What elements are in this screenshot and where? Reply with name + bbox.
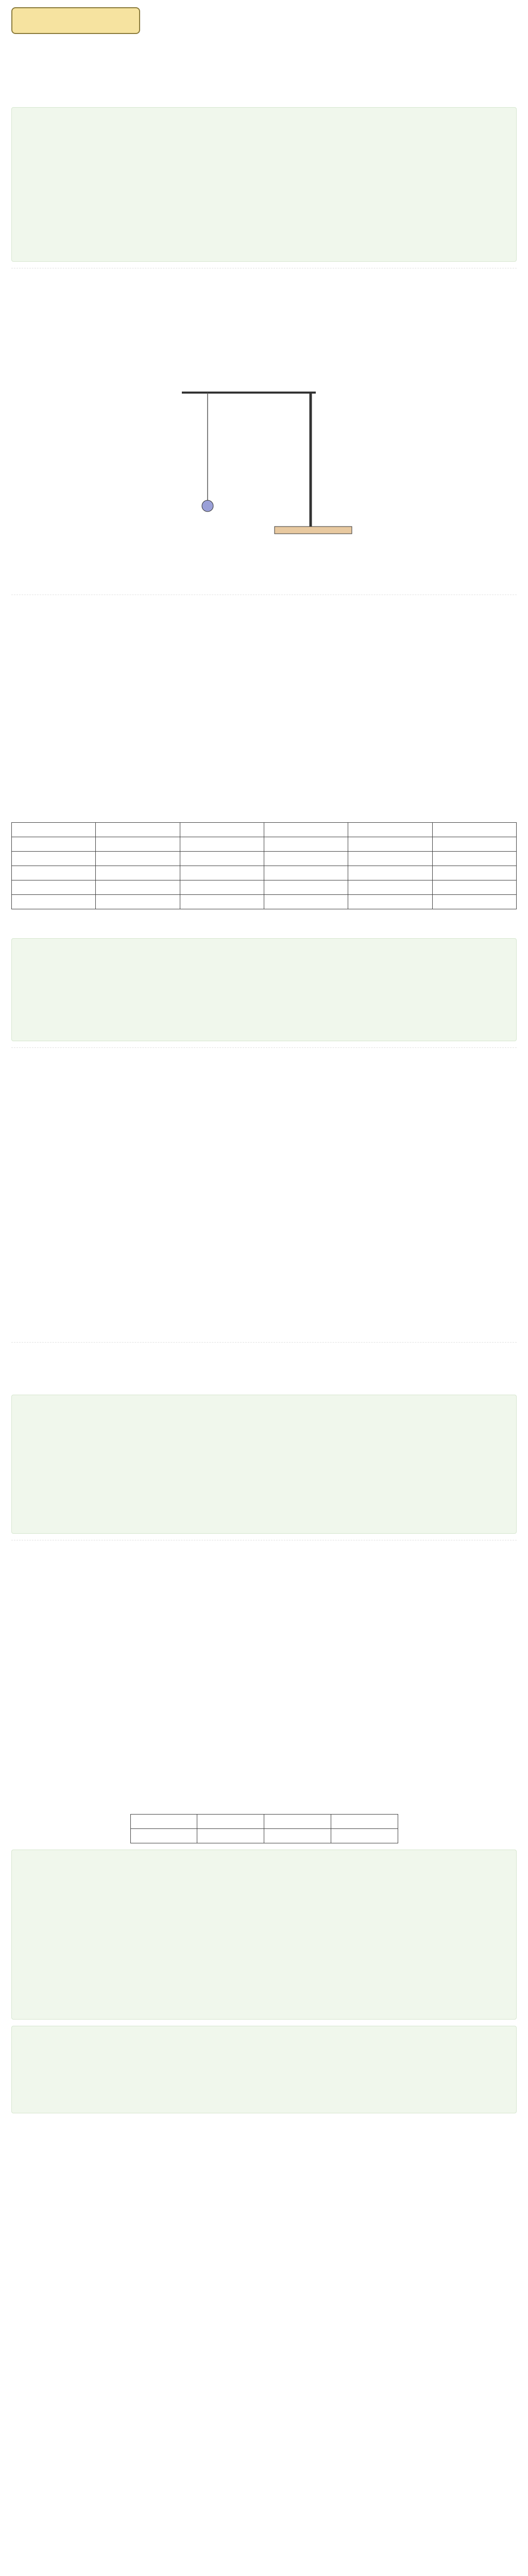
table-row [12,866,517,880]
period-and-frequency-formulas [11,1047,517,1336]
calculations-label [11,916,94,932]
goal-and-equipment [11,268,517,345]
table-row [12,852,517,866]
ratio-explanation [11,1395,517,1534]
pendulum-figure [11,351,517,568]
table-row [12,837,517,852]
procedure-text [11,595,517,816]
table-row [12,823,517,837]
table-row [130,1829,398,1843]
calculations-explanation [11,938,517,1041]
table-row [12,895,517,909]
ratio-table [130,1814,398,1843]
measurements-table [11,822,517,909]
table-row [12,880,517,895]
table-row [130,1815,398,1829]
pendulum-diagram [151,362,378,557]
formula-explanation [11,1850,517,2020]
conclusion-block [11,2026,517,2113]
page-heading [11,40,517,101]
lab-title-badge [11,7,140,34]
ratio-formulas [11,1540,517,1808]
figure-caption [11,574,517,588]
explanation-block [11,107,517,262]
extra-task [11,1342,517,1388]
